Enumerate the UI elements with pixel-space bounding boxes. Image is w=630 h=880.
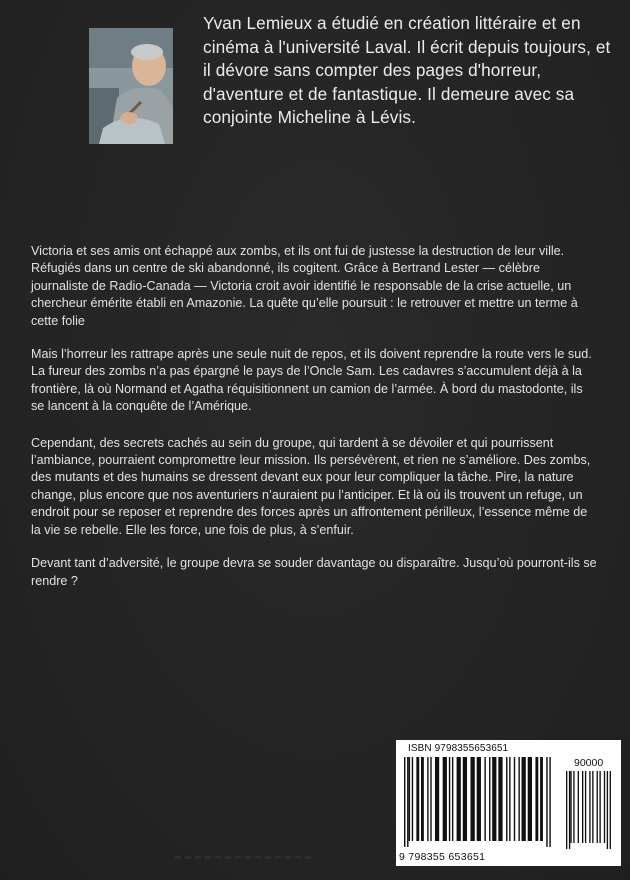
barcode-bar	[416, 757, 419, 841]
barcode-bar	[522, 757, 526, 841]
barcode-bar	[404, 757, 405, 847]
barcode-bar	[604, 771, 605, 843]
barcode-bar	[457, 757, 461, 841]
barcode-bar	[570, 771, 571, 843]
barcode-bar	[573, 771, 574, 843]
isbn-label: ISBN 9798355653651	[408, 743, 509, 754]
barcode-bars	[404, 757, 554, 851]
author-bio: Yvan Lemieux a étudié en création littéraire et en cinéma à l'université Laval. Il écrit depuis toujours, et il dévore sans compter des pages d'horreur, d'aventure et de fantastique. Il demeure avec sa conjointe Micheline à Lévis.	[203, 13, 611, 128]
barcode-bar	[489, 757, 490, 841]
isbn-barcode	[396, 740, 621, 866]
barcode-bar	[412, 757, 413, 841]
barcode-bar	[407, 757, 408, 847]
barcode-bar	[518, 757, 519, 841]
barcode-bar	[427, 757, 428, 841]
barcode-bar	[535, 757, 538, 841]
barcode-bar	[477, 757, 481, 841]
barcode-bar	[470, 757, 474, 841]
barcode-bar	[585, 771, 586, 843]
barcode-bar	[592, 771, 593, 843]
barcode-bar	[599, 771, 600, 843]
synopsis-paragraph: Victoria et ses amis ont échappé aux zombs, et ils ont fui de justesse la destruction de leur ville. Réfugiés dans un centre de ski abandonné, ils cogitent. Grâce à Bertrand Lester — célèbre journaliste de Radio-Canada — Victoria croit avoir identifié le responsable de la crise actuelle, un chercheur émérite établi en Amazonie. La quête qu’elle poursuit : le retrouver et mettre un terme à cette folie	[31, 244, 578, 328]
barcode-bar	[610, 771, 611, 849]
barcode-bar	[597, 771, 598, 843]
barcode-bar	[449, 757, 450, 841]
synopsis-paragraph: Devant tant d’adversité, le groupe devra se souder davantage ou disparaître. Jusqu’où pourront-ils se rendre ?	[31, 556, 597, 588]
barcode-bar	[484, 757, 485, 841]
barcode-digits: 9 798355 653651	[399, 851, 486, 863]
barcode-addon-bars	[566, 771, 614, 851]
barcode-bar	[421, 757, 424, 841]
barcode-bar	[578, 771, 579, 843]
barcode-bar	[492, 757, 496, 841]
barcode-bar	[452, 757, 453, 841]
barcode-bar	[463, 757, 467, 841]
barcode-bar	[509, 757, 510, 841]
barcode-bar	[528, 757, 532, 841]
synopsis-paragraph: Mais l’horreur les rattrape après une seule nuit de repos, et ils doivent reprendre la route vers le sud. La fureur des zombs n’a pas épargné le pays de l’Oncle Sam. Les cadavres s’accumulent déjà à la frontière, là où Normand et Agatha réquisitionnent un camion de l’armée. À bord du mastodonte, ils se lancent à la conquête de l’Amérique.	[31, 347, 592, 414]
barcode-bar	[546, 757, 547, 847]
barcode-bar	[540, 757, 543, 841]
barcode-bar	[607, 771, 608, 849]
author-portrait-icon	[89, 28, 173, 144]
author-photo	[89, 28, 173, 144]
barcode-bar	[549, 757, 550, 847]
barcode-bar	[566, 771, 567, 849]
barcode-bar	[409, 757, 410, 841]
synopsis	[31, 243, 597, 606]
barcode-bar	[498, 757, 502, 841]
barcode-bar	[506, 757, 507, 841]
barcode-bar	[569, 771, 570, 849]
price-code: 90000	[574, 757, 604, 769]
synopsis-paragraph: Cependant, des secrets cachés au sein du groupe, qui tardent à se dévoiler et qui pourrissent l’ambiance, pourraient compromettre leur mission. Ils persévèrent, et rien ne s’améliore. Des zombs, des mutants et des humains se dressent devant eux pour leur compliquer la tâche. Pire, la nature change, plus encore que nos aventuriers n’auraient pu l’anticiper. Et là où ils trouvent un refuge, un endroit pour se reposer et reprendre des forces après un affrontement périlleux, l’essence même de la vie se rebelle. Elle les force, une fois de plus, à s’enfuir.	[31, 435, 591, 537]
bottom-smudge	[175, 856, 315, 859]
barcode-bar	[443, 757, 447, 841]
barcode-bar	[435, 757, 439, 841]
barcode-bar	[430, 757, 431, 841]
barcode-bar	[589, 771, 590, 843]
barcode-bar	[514, 757, 515, 841]
barcode-bar	[582, 771, 583, 843]
